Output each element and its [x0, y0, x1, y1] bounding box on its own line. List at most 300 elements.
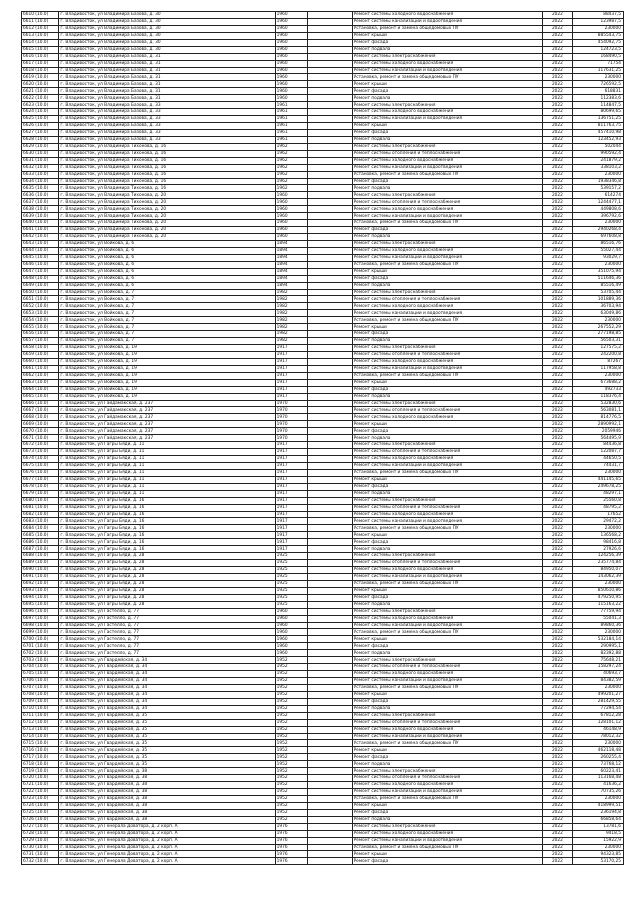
- row-build-year-cell: 1952: [275, 768, 307, 775]
- row-cost-cell: 230000: [573, 220, 624, 227]
- row-cost-cell: 127575,2: [573, 345, 624, 352]
- table-row: [22, 740, 624, 747]
- row-address-cell: г. Владивосток, ул Гастелло, д. 77: [59, 622, 275, 629]
- row-build-year-cell: 1894: [275, 268, 307, 275]
- row-plan-year-cell: 2022: [542, 192, 572, 199]
- row-address-cell: г. Владивосток, ул Генерала Доватора, д. 2 корп. А: [59, 851, 275, 858]
- row-code-cell: 6677 (10.0): [22, 476, 59, 483]
- table-row: [22, 462, 624, 469]
- row-cost-cell: 84436,8: [573, 442, 624, 449]
- row-address-cell: г. Владивосток, ул Генерала Доватора, д. 2 корп. А: [59, 844, 275, 851]
- table-row: [22, 317, 624, 324]
- row-address-cell: г. Владивосток, ул Гагры Бяди, д. 11: [59, 449, 275, 456]
- row-empty-cell: [307, 150, 352, 157]
- row-work-type-cell: Ремонт фасада: [352, 178, 542, 185]
- row-plan-year-cell: 2022: [542, 220, 572, 227]
- row-empty-cell: [307, 705, 352, 712]
- row-code-cell: 6720 (10.0): [22, 775, 59, 782]
- row-cost-cell: 84950,07: [573, 567, 624, 574]
- row-work-type-cell: Установка, ремонт и замена общедомовых ПУ: [352, 220, 542, 227]
- row-plan-year-cell: 2022: [542, 740, 572, 747]
- row-empty-cell: [307, 587, 352, 594]
- row-plan-year-cell: 2022: [542, 227, 572, 234]
- row-build-year-cell: 1970: [275, 414, 307, 421]
- row-code-cell: 6729 (10.0): [22, 837, 59, 844]
- row-build-year-cell: 1960: [275, 650, 307, 657]
- row-build-year-cell: 1960: [275, 622, 307, 629]
- row-build-year-cell: 1962: [275, 164, 307, 171]
- row-work-type-cell: Ремонт фасада: [352, 331, 542, 338]
- row-code-cell: 6670 (10.0): [22, 428, 59, 435]
- row-code-cell: 6722 (10.0): [22, 789, 59, 796]
- table-row: [22, 851, 624, 858]
- row-code-cell: 6687 (10.0): [22, 546, 59, 553]
- row-build-year-cell: 1925: [275, 587, 307, 594]
- row-empty-cell: [307, 511, 352, 518]
- capital-repair-table: [21, 11, 624, 865]
- row-build-year-cell: 1970: [275, 421, 307, 428]
- row-build-year-cell: 1982: [275, 303, 307, 310]
- row-empty-cell: [307, 490, 352, 497]
- table-row: [22, 816, 624, 823]
- table-row: [22, 671, 624, 678]
- row-work-type-cell: Ремонт крыши: [352, 532, 542, 539]
- row-empty-cell: [307, 74, 352, 81]
- row-empty-cell: [307, 684, 352, 691]
- table-row: [22, 358, 624, 365]
- row-address-cell: г. Владивосток, ул Гайдамакская, д. 237: [59, 400, 275, 407]
- row-cost-cell: 726592,5: [573, 81, 624, 88]
- row-plan-year-cell: 2022: [542, 622, 572, 629]
- row-address-cell: г. Владивосток, ул Владимира Тихонова, д. 20: [59, 220, 275, 227]
- row-empty-cell: [307, 81, 352, 88]
- row-build-year-cell: 1952: [275, 678, 307, 685]
- row-build-year-cell: 1982: [275, 324, 307, 331]
- row-work-type-cell: Ремонт системы канализации и водоотведения: [352, 213, 542, 220]
- table-row: [22, 615, 624, 622]
- row-plan-year-cell: 2022: [542, 303, 572, 310]
- row-build-year-cell: 1961: [275, 116, 307, 123]
- row-build-year-cell: 1960: [275, 220, 307, 227]
- table-row: [22, 608, 624, 615]
- row-build-year-cell: 1970: [275, 428, 307, 435]
- row-cost-cell: 267552,29: [573, 324, 624, 331]
- row-cost-cell: 290995,1: [573, 643, 624, 650]
- row-address-cell: г. Владивосток, ул Гагры Бяди, д. 11: [59, 456, 275, 463]
- row-work-type-cell: Ремонт системы холодного водоснабжения: [352, 671, 542, 678]
- row-empty-cell: [307, 789, 352, 796]
- row-empty-cell: [307, 712, 352, 719]
- row-plan-year-cell: 2022: [542, 379, 572, 386]
- row-empty-cell: [307, 240, 352, 247]
- row-cost-cell: 564495,9: [573, 435, 624, 442]
- row-address-cell: г. Владивосток, ул Владимира Тихонова, д. 20: [59, 192, 275, 199]
- row-cost-cell: 168490,5: [573, 53, 624, 60]
- row-address-cell: г. Владивосток, ул Владимира Тихонова, д. 20: [59, 206, 275, 213]
- row-work-type-cell: Ремонт фасада: [352, 858, 542, 865]
- row-address-cell: г. Владивосток, ул Гвардейская, д. 38: [59, 795, 275, 802]
- table-row: [22, 331, 624, 338]
- row-plan-year-cell: 2022: [542, 629, 572, 636]
- row-empty-cell: [307, 372, 352, 379]
- row-address-cell: г. Владивосток, ул Гвардейская, д. 35: [59, 740, 275, 747]
- row-address-cell: г. Владивосток, ул Владимира Тихонова, д. 20: [59, 213, 275, 220]
- row-cost-cell: 93029,7: [573, 254, 624, 261]
- row-work-type-cell: Ремонт системы канализации и водоотведения: [352, 733, 542, 740]
- row-code-cell: 6708 (10.0): [22, 691, 59, 698]
- row-work-type-cell: Ремонт крыши: [352, 476, 542, 483]
- row-work-type-cell: Ремонт системы электроснабжения: [352, 712, 542, 719]
- row-plan-year-cell: 2022: [542, 851, 572, 858]
- row-address-cell: г. Владивосток, ул Гайдамакская, д. 237: [59, 428, 275, 435]
- row-address-cell: г. Владивосток, ул Гвардейская, д. 38: [59, 809, 275, 816]
- row-build-year-cell: 1960: [275, 88, 307, 95]
- row-code-cell: 6709 (10.0): [22, 698, 59, 705]
- row-address-cell: г. Владивосток, ул Гайдамакская, д. 237: [59, 407, 275, 414]
- row-code-cell: 6649 (10.0): [22, 282, 59, 289]
- row-address-cell: г. Владивосток, ул Войкова, д. 6: [59, 254, 275, 261]
- table-row: [22, 275, 624, 282]
- row-code-cell: 6621 (10.0): [22, 88, 59, 95]
- row-work-type-cell: Ремонт системы канализации и водоотведения: [352, 518, 542, 525]
- row-plan-year-cell: 2022: [542, 678, 572, 685]
- row-work-type-cell: Ремонт системы канализации и водоотведения: [352, 310, 542, 317]
- row-plan-year-cell: 2022: [542, 858, 572, 865]
- row-build-year-cell: 1976: [275, 844, 307, 851]
- row-build-year-cell: 1917: [275, 504, 307, 511]
- row-empty-cell: [307, 331, 352, 338]
- row-work-type-cell: Ремонт подвала: [352, 234, 542, 241]
- row-address-cell: г. Владивосток, ул Войкова, д. 7: [59, 317, 275, 324]
- table-row: [22, 206, 624, 213]
- row-empty-cell: [307, 573, 352, 580]
- row-plan-year-cell: 2022: [542, 324, 572, 331]
- row-work-type-cell: Ремонт фасада: [352, 483, 542, 490]
- row-plan-year-cell: 2022: [542, 81, 572, 88]
- row-address-cell: г. Владивосток, ул Генерала Доватора, д. 2 корп. А: [59, 823, 275, 830]
- table-row: [22, 116, 624, 123]
- row-cost-cell: 117958,8: [573, 365, 624, 372]
- table-row: [22, 407, 624, 414]
- row-code-cell: 6675 (10.0): [22, 462, 59, 469]
- row-empty-cell: [307, 192, 352, 199]
- row-work-type-cell: Установка, ремонт и замена общедомовых ПУ: [352, 469, 542, 476]
- row-cost-cell: 563081,1: [573, 407, 624, 414]
- table-row: [22, 372, 624, 379]
- row-build-year-cell: 1917: [275, 456, 307, 463]
- row-cost-cell: 123987,5: [573, 18, 624, 25]
- row-cost-cell: 75648,21: [573, 657, 624, 664]
- row-code-cell: 6679 (10.0): [22, 490, 59, 497]
- row-cost-cell: 48297,1: [573, 490, 624, 497]
- row-work-type-cell: Ремонт системы электроснабжения: [352, 657, 542, 664]
- row-code-cell: 6672 (10.0): [22, 442, 59, 449]
- row-address-cell: г. Владивосток, ул Владимира Базова, д. 33: [59, 109, 275, 116]
- table-row: [22, 567, 624, 574]
- row-cost-cell: 230000: [573, 25, 624, 32]
- row-code-cell: 6661 (10.0): [22, 365, 59, 372]
- row-code-cell: 6686 (10.0): [22, 539, 59, 546]
- row-work-type-cell: Ремонт системы электроснабжения: [352, 345, 542, 352]
- row-address-cell: г. Владивосток, ул Владимира Базова, д. 31: [59, 95, 275, 102]
- row-build-year-cell: 1952: [275, 761, 307, 768]
- row-build-year-cell: 1952: [275, 705, 307, 712]
- row-empty-cell: [307, 379, 352, 386]
- row-plan-year-cell: 2022: [542, 18, 572, 25]
- row-build-year-cell: 1962: [275, 157, 307, 164]
- row-work-type-cell: Ремонт системы электроснабжения: [352, 768, 542, 775]
- row-plan-year-cell: 2022: [542, 539, 572, 546]
- row-plan-year-cell: 2022: [542, 768, 572, 775]
- row-work-type-cell: Ремонт крыши: [352, 268, 542, 275]
- row-work-type-cell: Ремонт системы холодного водоснабжения: [352, 303, 542, 310]
- row-work-type-cell: Ремонт системы канализации и водоотведения: [352, 622, 542, 629]
- row-cost-cell: 396792,6: [573, 213, 624, 220]
- row-work-type-cell: Установка, ремонт и замена общедомовых ПУ: [352, 740, 542, 747]
- row-build-year-cell: 1976: [275, 858, 307, 865]
- row-empty-cell: [307, 32, 352, 39]
- row-address-cell: г. Владивосток, ул Владимира Тихонова, д. 20: [59, 227, 275, 234]
- table-row: [22, 164, 624, 171]
- row-address-cell: г. Владивосток, ул Войкова, д. 19: [59, 358, 275, 365]
- row-empty-cell: [307, 442, 352, 449]
- row-work-type-cell: Ремонт фасада: [352, 88, 542, 95]
- row-plan-year-cell: 2022: [542, 178, 572, 185]
- row-code-cell: 6718 (10.0): [22, 761, 59, 768]
- row-cost-cell: 814776,5: [573, 414, 624, 421]
- row-cost-cell: 77759,94: [573, 608, 624, 615]
- row-cost-cell: 124256,39: [573, 553, 624, 560]
- table-row: [22, 324, 624, 331]
- row-code-cell: 6676 (10.0): [22, 469, 59, 476]
- row-plan-year-cell: 2022: [542, 615, 572, 622]
- table-row: [22, 53, 624, 60]
- row-build-year-cell: 1952: [275, 664, 307, 671]
- row-code-cell: 6643 (10.0): [22, 240, 59, 247]
- row-cost-cell: 94323,85: [573, 851, 624, 858]
- row-work-type-cell: Ремонт подвала: [352, 546, 542, 553]
- table-row: [22, 580, 624, 587]
- row-work-type-cell: Ремонт системы канализации и водоотведения: [352, 116, 542, 123]
- row-build-year-cell: 1962: [275, 150, 307, 157]
- table-row: [22, 761, 624, 768]
- row-code-cell: 6658 (10.0): [22, 345, 59, 352]
- row-build-year-cell: 1952: [275, 733, 307, 740]
- row-code-cell: 6683 (10.0): [22, 518, 59, 525]
- row-build-year-cell: 1952: [275, 740, 307, 747]
- row-plan-year-cell: 2022: [542, 795, 572, 802]
- row-empty-cell: [307, 761, 352, 768]
- row-plan-year-cell: 2022: [542, 268, 572, 275]
- row-work-type-cell: Ремонт системы канализации и водоотведения: [352, 678, 542, 685]
- row-empty-cell: [307, 206, 352, 213]
- row-work-type-cell: Установка, ремонт и замена общедомовых ПУ: [352, 684, 542, 691]
- row-cost-cell: 230000: [573, 795, 624, 802]
- row-empty-cell: [307, 539, 352, 546]
- row-code-cell: 6697 (10.0): [22, 615, 59, 622]
- row-plan-year-cell: 2022: [542, 234, 572, 241]
- row-address-cell: г. Владивосток, ул Гвардейская, д. 35: [59, 761, 275, 768]
- row-cost-cell: 230000: [573, 629, 624, 636]
- row-plan-year-cell: 2022: [542, 261, 572, 268]
- row-address-cell: г. Владивосток, ул Войкова, д. 7: [59, 324, 275, 331]
- table-row: [22, 46, 624, 53]
- row-empty-cell: [307, 553, 352, 560]
- row-code-cell: 6714 (10.0): [22, 733, 59, 740]
- table-row: [22, 691, 624, 698]
- row-plan-year-cell: 2022: [542, 830, 572, 837]
- row-cost-cell: 53170,25: [573, 858, 624, 865]
- row-build-year-cell: 1960: [275, 18, 307, 25]
- row-address-cell: г. Владивосток, ул Гагры Бяди, д. 28: [59, 580, 275, 587]
- row-code-cell: 6656 (10.0): [22, 331, 59, 338]
- table-row: [22, 95, 624, 102]
- row-work-type-cell: Ремонт системы электроснабжения: [352, 497, 542, 504]
- row-code-cell: 6680 (10.0): [22, 497, 59, 504]
- row-plan-year-cell: 2022: [542, 240, 572, 247]
- row-cost-cell: 2940268,4: [573, 227, 624, 234]
- row-empty-cell: [307, 178, 352, 185]
- table-row: [22, 25, 624, 32]
- table-row: [22, 282, 624, 289]
- row-plan-year-cell: 2022: [542, 345, 572, 352]
- row-build-year-cell: 1976: [275, 830, 307, 837]
- row-cost-cell: 77294,54: [573, 705, 624, 712]
- row-plan-year-cell: 2022: [542, 136, 572, 143]
- row-cost-cell: 230000: [573, 261, 624, 268]
- row-build-year-cell: 1960: [275, 39, 307, 46]
- row-build-year-cell: 1970: [275, 435, 307, 442]
- row-work-type-cell: Ремонт системы канализации и водоотведения: [352, 789, 542, 796]
- table-row: [22, 823, 624, 830]
- row-address-cell: г. Владивосток, ул Гвардейская, д. 35: [59, 726, 275, 733]
- table-row: [22, 296, 624, 303]
- row-code-cell: 6721 (10.0): [22, 782, 59, 789]
- row-plan-year-cell: 2022: [542, 351, 572, 358]
- row-empty-cell: [307, 775, 352, 782]
- row-code-cell: 6633 (10.0): [22, 171, 59, 178]
- row-code-cell: 6707 (10.0): [22, 684, 59, 691]
- row-cost-cell: 36703,94: [573, 303, 624, 310]
- row-address-cell: г. Владивосток, ул Гвардейская, д. 38: [59, 789, 275, 796]
- row-plan-year-cell: 2022: [542, 650, 572, 657]
- row-work-type-cell: Ремонт системы холодного водоснабжения: [352, 12, 542, 19]
- table-row: [22, 199, 624, 206]
- row-work-type-cell: Ремонт системы электроснабжения: [352, 608, 542, 615]
- table-row: [22, 587, 624, 594]
- row-build-year-cell: 1917: [275, 490, 307, 497]
- row-cost-cell: 122087,7: [573, 449, 624, 456]
- row-empty-cell: [307, 733, 352, 740]
- row-address-cell: г. Владивосток, ул Гайдамакская, д. 237: [59, 421, 275, 428]
- row-address-cell: г. Владивосток, ул Гагры Бяди, д. 11: [59, 490, 275, 497]
- row-address-cell: г. Владивосток, ул Гагры Бяди, д. 28: [59, 567, 275, 574]
- row-plan-year-cell: 2022: [542, 823, 572, 830]
- table-row: [22, 705, 624, 712]
- row-build-year-cell: 1952: [275, 816, 307, 823]
- row-cost-cell: 351075,94: [573, 268, 624, 275]
- row-cost-cell: 277198,85: [573, 331, 624, 338]
- table-row: [22, 726, 624, 733]
- row-work-type-cell: Установка, ремонт и замена общедомовых ПУ: [352, 372, 542, 379]
- row-build-year-cell: 1917: [275, 546, 307, 553]
- row-empty-cell: [307, 747, 352, 754]
- table-row: [22, 338, 624, 345]
- row-code-cell: 6636 (10.0): [22, 192, 59, 199]
- row-build-year-cell: 1952: [275, 795, 307, 802]
- row-empty-cell: [307, 400, 352, 407]
- row-work-type-cell: Ремонт системы электроснабжения: [352, 400, 542, 407]
- row-empty-cell: [307, 164, 352, 171]
- table-row: [22, 518, 624, 525]
- row-cost-cell: 136568,2: [573, 532, 624, 539]
- row-plan-year-cell: 2022: [542, 109, 572, 116]
- row-plan-year-cell: 2022: [542, 733, 572, 740]
- row-empty-cell: [307, 435, 352, 442]
- row-cost-cell: 885543,75: [573, 32, 624, 39]
- table-row: [22, 657, 624, 664]
- row-work-type-cell: Ремонт системы электроснабжения: [352, 823, 542, 830]
- row-plan-year-cell: 2022: [542, 698, 572, 705]
- row-build-year-cell: 1960: [275, 629, 307, 636]
- row-code-cell: 6628 (10.0): [22, 136, 59, 143]
- row-build-year-cell: 1917: [275, 386, 307, 393]
- row-empty-cell: [307, 296, 352, 303]
- row-cost-cell: 118376,4: [573, 393, 624, 400]
- row-code-cell: 6616 (10.0): [22, 53, 59, 60]
- table-row: [22, 192, 624, 199]
- row-address-cell: г. Владивосток, ул Гагры Бяди, д. 28: [59, 594, 275, 601]
- row-build-year-cell: 1976: [275, 851, 307, 858]
- row-plan-year-cell: 2022: [542, 567, 572, 574]
- row-build-year-cell: 1925: [275, 573, 307, 580]
- row-build-year-cell: 1917: [275, 372, 307, 379]
- row-empty-cell: [307, 594, 352, 601]
- row-work-type-cell: Ремонт системы холодного водоснабжения: [352, 358, 542, 365]
- row-build-year-cell: 1952: [275, 809, 307, 816]
- row-work-type-cell: Ремонт фасада: [352, 754, 542, 761]
- row-empty-cell: [307, 268, 352, 275]
- row-empty-cell: [307, 456, 352, 463]
- row-code-cell: 6728 (10.0): [22, 830, 59, 837]
- row-plan-year-cell: 2022: [542, 400, 572, 407]
- row-empty-cell: [307, 462, 352, 469]
- row-work-type-cell: Ремонт системы отопления и теплоснабжения: [352, 449, 542, 456]
- row-address-cell: г. Владивосток, ул Владимира Тихонова, д. 16: [59, 178, 275, 185]
- table-row: [22, 449, 624, 456]
- table-row: [22, 532, 624, 539]
- row-work-type-cell: Ремонт системы канализации и водоотведения: [352, 837, 542, 844]
- row-cost-cell: 236194,8: [573, 809, 624, 816]
- row-cost-cell: 15922,9: [573, 837, 624, 844]
- row-work-type-cell: Ремонт системы отопления и теплоснабжения: [352, 199, 542, 206]
- row-code-cell: 6713 (10.0): [22, 726, 59, 733]
- row-address-cell: г. Владивосток, ул Генерала Доватора, д. 2 корп. А: [59, 830, 275, 837]
- row-address-cell: г. Владивосток, ул Войкова, д. 6: [59, 275, 275, 282]
- row-plan-year-cell: 2022: [542, 761, 572, 768]
- row-cost-cell: 418999,51: [573, 802, 624, 809]
- row-cost-cell: 230000: [573, 317, 624, 324]
- row-cost-cell: 457410,98: [573, 129, 624, 136]
- row-empty-cell: [307, 449, 352, 456]
- row-work-type-cell: Ремонт подвала: [352, 136, 542, 143]
- row-code-cell: 6698 (10.0): [22, 622, 59, 629]
- row-plan-year-cell: 2022: [542, 199, 572, 206]
- row-code-cell: 6634 (10.0): [22, 178, 59, 185]
- row-build-year-cell: 1976: [275, 823, 307, 830]
- row-cost-cell: 55041,3: [573, 615, 624, 622]
- table-row: [22, 310, 624, 317]
